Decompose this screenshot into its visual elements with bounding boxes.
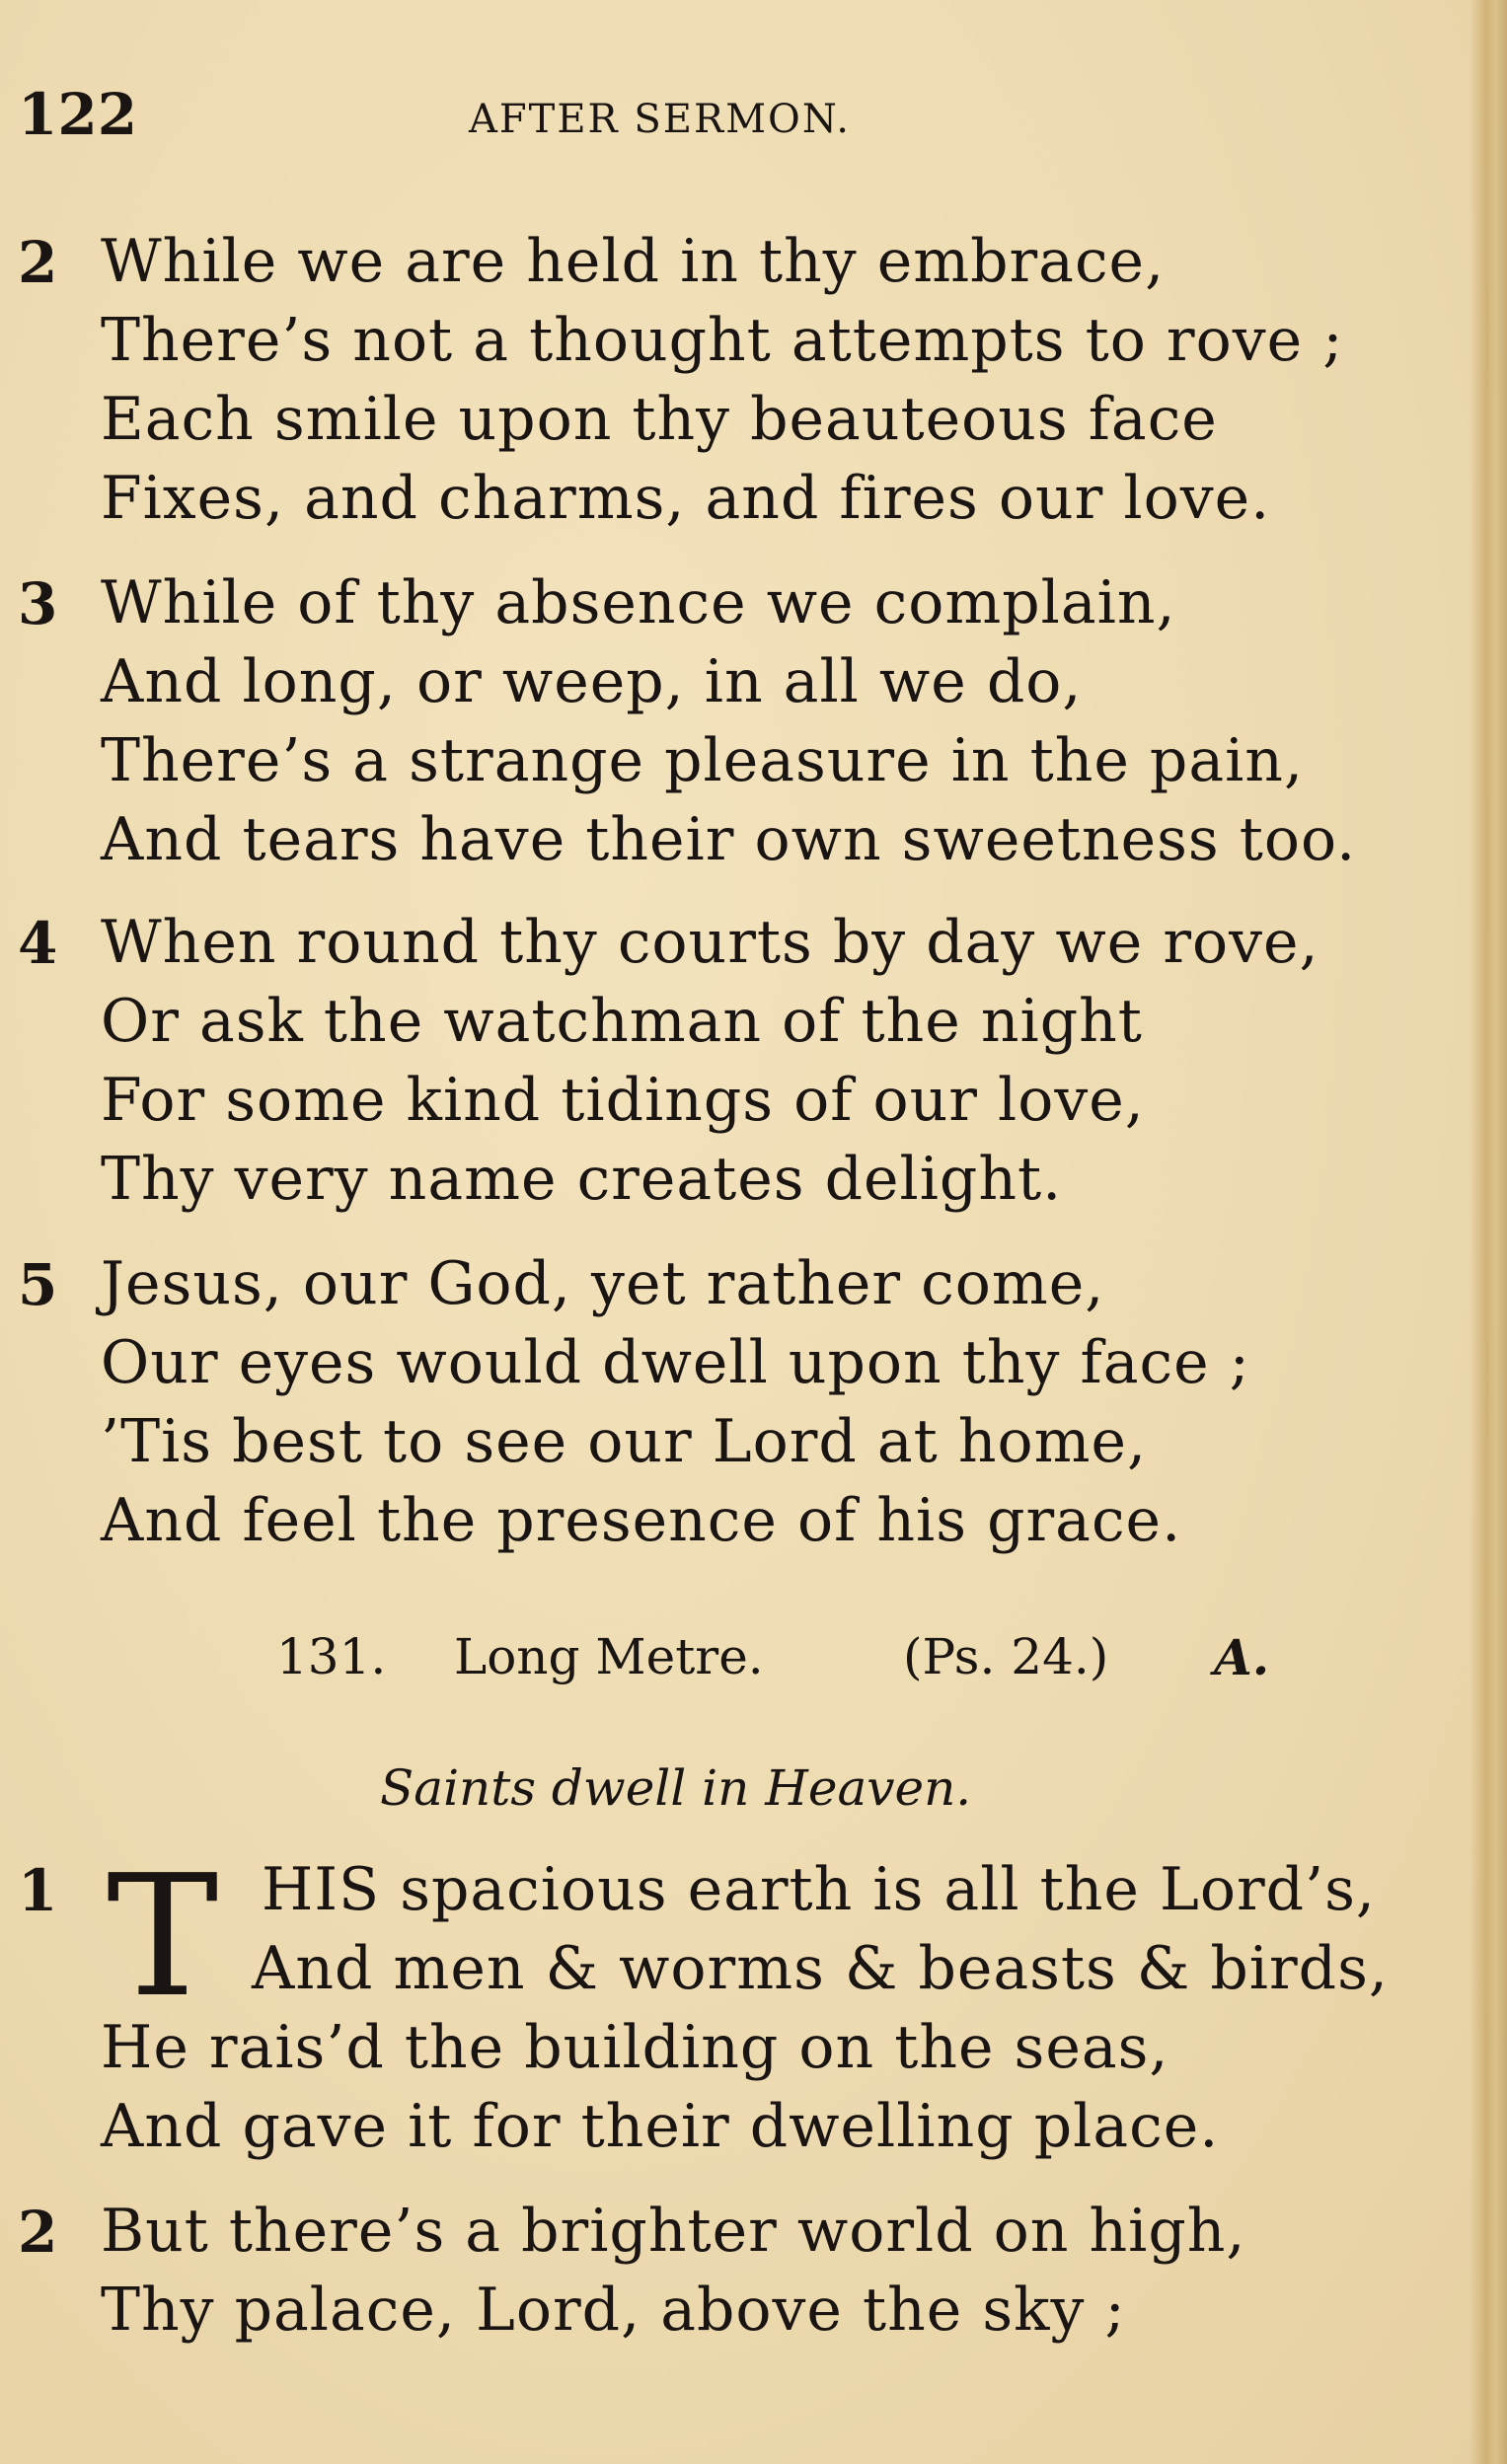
stanza-number: 3 xyxy=(18,570,58,637)
verse-line: There’s a strange pleasure in the pain, xyxy=(101,726,1305,795)
stanza-number: 2 xyxy=(18,2199,58,2266)
verse-line: And tears have their own sweetness too. xyxy=(101,805,1357,874)
verse-line: But there’s a brighter world on high, xyxy=(101,2197,1246,2266)
verse-line: And gave it for their dwelling place. xyxy=(101,2092,1220,2161)
stanza-number: 2 xyxy=(18,229,58,296)
hymn-heading xyxy=(0,1628,1507,1697)
stanza-number: 1 xyxy=(18,1857,58,1924)
hymn-number: 131. xyxy=(276,1628,387,1685)
verse-line: He rais’d the building on the seas, xyxy=(101,2013,1169,2082)
verse-line: And men & worms & beasts & birds, xyxy=(252,1934,1389,2003)
stanza-number: 4 xyxy=(18,910,58,977)
hymn-meter: Long Metre. xyxy=(454,1628,764,1685)
verse-line: Our eyes would dwell upon thy face ; xyxy=(101,1328,1250,1397)
verse-line: There’s not a thought attempts to rove ; xyxy=(101,306,1344,375)
verse-line: Fixes, and charms, and fires our love. xyxy=(101,464,1271,533)
verse-line: Each smile upon thy beauteous face xyxy=(101,385,1218,454)
page-header xyxy=(0,81,1507,160)
verse-line: While we are held in thy embrace, xyxy=(101,227,1166,296)
verse-line: Thy palace, Lord, above the sky ; xyxy=(101,2276,1126,2345)
page-edge xyxy=(1469,0,1507,2464)
verse-line: For some kind tidings of our love, xyxy=(101,1066,1145,1135)
hymn-psalm: (Ps. 24.) xyxy=(903,1628,1109,1685)
verse-line: HIS spacious earth is all the Lord’s, xyxy=(262,1855,1376,1924)
verse-line: Jesus, our God, yet rather come, xyxy=(101,1249,1105,1318)
running-head: AFTER SERMON. xyxy=(469,97,851,142)
verse-line: Or ask the watchman of the night xyxy=(101,987,1143,1056)
hymn-title: Saints dwell in Heaven. xyxy=(380,1759,972,1817)
verse-line: When round thy courts by day we rove, xyxy=(101,908,1319,977)
verse-line: And feel the presence of his grace. xyxy=(101,1486,1182,1555)
stanza-number: 5 xyxy=(18,1251,58,1318)
hymn-tune-letter: A. xyxy=(1214,1628,1270,1686)
verse-line: While of thy absence we complain, xyxy=(101,568,1176,637)
drop-cap: T xyxy=(107,1839,219,2035)
verse-line: ’Tis best to see our Lord at home, xyxy=(101,1407,1148,1476)
page-number: 122 xyxy=(18,81,138,148)
verse-line: And long, or weep, in all we do, xyxy=(101,647,1083,716)
verse-line: Thy very name creates delight. xyxy=(101,1145,1063,1214)
